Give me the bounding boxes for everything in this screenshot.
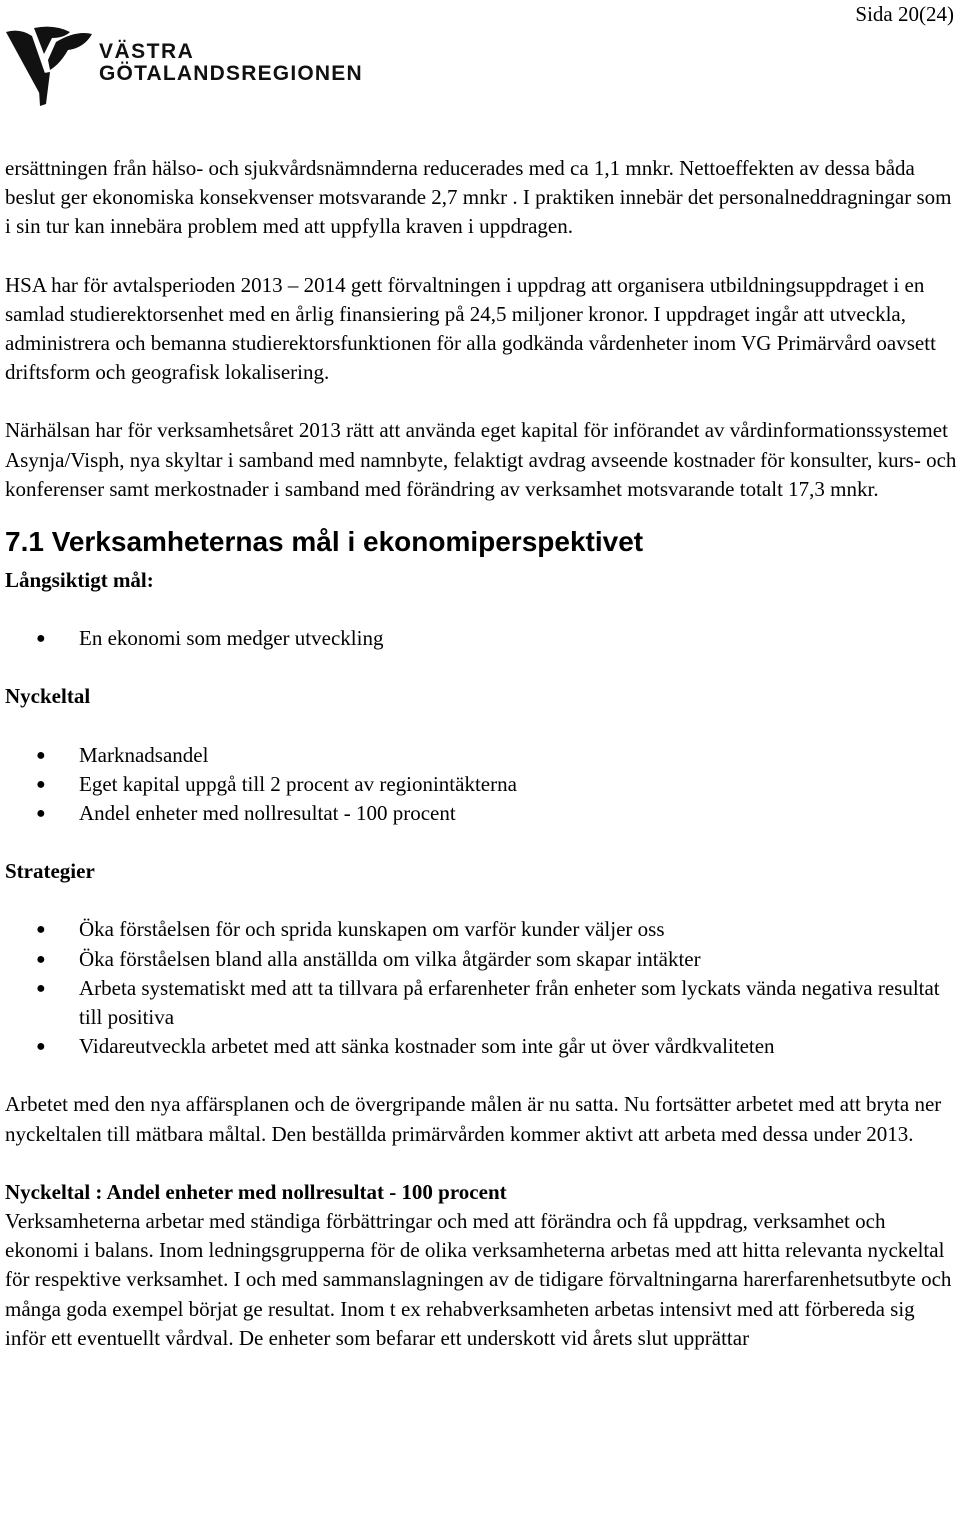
bullet-icon: ● [36, 979, 46, 997]
long-term-goal-list [5, 624, 957, 653]
logo-line-1: VÄSTRA [99, 40, 195, 63]
page-number: Sida 20(24) [855, 2, 954, 26]
bullet-icon: ● [36, 805, 46, 823]
strategies-label: Strategier [5, 859, 95, 884]
bullet-icon: ● [36, 1038, 46, 1056]
section-heading: 7.1 Verksamheternas mål i ekonomiperspektivet [5, 526, 644, 558]
paragraph-4: Arbetet med den nya affärsplanen och de övergripande målen är nu satta. Nu fortsätter arbetet med att bryta ner nyckeltalen till mätbara måltal. Den beställda primärvården kommer aktivt att arbeta med dessa under 2013. [5, 1092, 942, 1146]
paragraph-1: ersättningen från hälso- och sjukvårdsnämnderna reducerades med ca 1,1 mnkr. Nettoeffekten av dessa båda beslut ger ekonomiska konsekvenser motsvarande 2,7 mnkr . I praktiken innebär det personalneddragningar som i sin tur kan innebära problem med att uppfylla kraven i uppdragen. [5, 156, 952, 239]
kpi-sub-heading: Nyckeltal : Andel enheter med nollresultat - 100 procent [5, 1179, 507, 1204]
paragraph-5: Verksamheterna arbetar med ständiga förbättringar och med att förändra och få uppdrag, verksamhet och ekonomi i balans. Inom ledningsgrupperna för de olika verksamheterna arbetas med att hitta relevanta nyckeltal för respektive verksamhet. I och med sammanslagningen av de tidigare förvaltningarna harerfarenhetsutbyte och många goda exempel börjat ge resultat. Inom t ex rehabverksamheten arbetas intensivt med att förbereda sig inför ett eventuellt vårdval. De enheter som befarar ett underskott vid årets slut upprättar [5, 1209, 952, 1350]
bullet-icon: ● [36, 921, 46, 939]
kpi-list [5, 741, 957, 829]
document-body [5, 154, 957, 1353]
paragraph-3: Närhälsan har för verksamhetsåret 2013 rätt att använda eget kapital för införandet av vårdinformationssystemet Asynja/Visph, nya skyltar i samband med namnbyte, felaktigt avdrag avseende kostnader för konsulter, kurs- och konferenser samt merkostnader i samband med förändring av verksamhet motsvarande totalt 17,3 mnkr. [5, 418, 957, 501]
vgr-logo [4, 24, 404, 108]
list-item: ● Andel enheter med nollresultat - 100 procent [5, 799, 957, 828]
list-item: ● Vidareutveckla arbetet med att sänka kostnader som inte går ut över vårdkvaliteten [5, 1032, 957, 1061]
bullet-icon: ● [36, 950, 46, 968]
bullet-icon: ● [36, 630, 46, 648]
list-item: ● Marknadsandel [5, 741, 957, 770]
kpi-label: Nyckeltal [5, 684, 91, 709]
vgr-emblem-icon [4, 24, 96, 108]
logo-line-2: GÖTALANDSREGIONEN [99, 62, 363, 85]
list-item: ● En ekonomi som medger utveckling [5, 624, 957, 653]
bullet-icon: ● [36, 775, 46, 793]
strategies-list [5, 915, 957, 1061]
bullet-icon: ● [36, 746, 46, 764]
list-item: ● Öka förståelsen bland alla anställda om vilka åtgärder som skapar intäkter [5, 945, 957, 974]
long-term-goal-label: Långsiktigt mål: [5, 568, 154, 593]
paragraph-2: HSA har för avtalsperioden 2013 – 2014 gett förvaltningen i uppdrag att organisera utbildningsuppdraget i en samlad studierektorsenhet med en årlig finansiering på 24,5 miljoner kronor. I uppdraget ingår att utveckla, administrera och bemanna studierektorsfunktionen för alla godkända vårdenheter inom VG Primärvård oavsett driftsform och geografisk lokalisering. [5, 272, 936, 385]
list-item: ● Arbeta systematiskt med att ta tillvara på erfarenheter från enheter som lyckats vända negativa resultat till positiva [36, 975, 940, 1030]
list-item: ● Eget kapital uppgå till 2 procent av regionintäkterna [5, 770, 957, 799]
list-item: ● Öka förståelsen för och sprida kunskapen om varför kunder väljer oss [5, 915, 957, 944]
